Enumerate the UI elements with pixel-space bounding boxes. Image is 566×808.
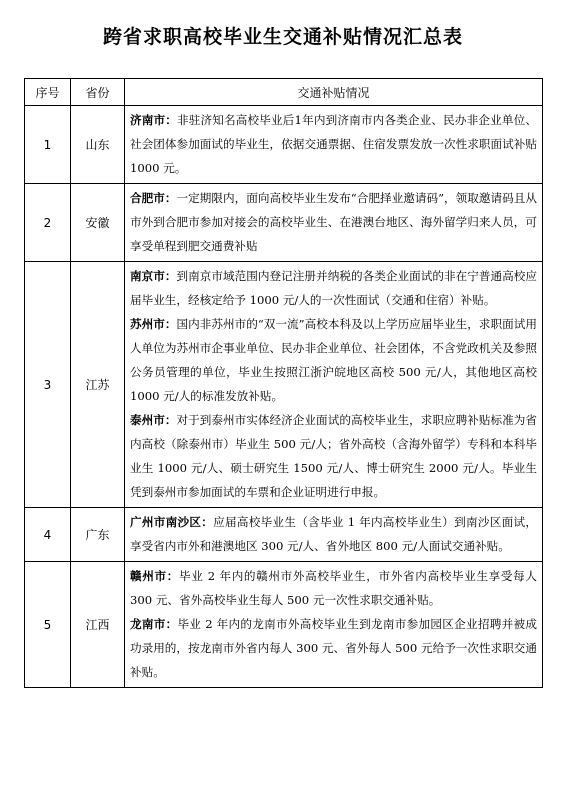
row-province: 江西 — [71, 562, 125, 688]
row-province: 安徽 — [71, 184, 125, 262]
city-name: 南京市： — [130, 269, 177, 283]
row-index: 1 — [25, 106, 71, 184]
city-name: 合肥市： — [130, 191, 177, 205]
city-entry — [130, 108, 537, 180]
city-entry — [130, 312, 537, 408]
row-subsidy-details — [125, 184, 543, 262]
row-subsidy-details — [125, 106, 543, 184]
city-policy: 到南京市域范围内登记注册并纳税的各类企业面试的非在宁普通高校应届毕业生，经核定给予 1000 元/人的一次性面试（交通和住宿）补贴。 — [130, 269, 537, 307]
table-row — [25, 184, 543, 262]
subsidy-table — [24, 78, 543, 688]
city-policy: 对于到泰州市实体经济企业面试的高校毕业生，求职应聘补贴标准为省内高校（除泰州市）毕业生 500 元/人；省外高校（含海外留学）专科和本科毕业生 1000 元/人、硕士研究生 1500 元/人、博士研究生 2000 元/人。毕业生凭到泰州市参加面试的车票和企业证明进行申报。 — [130, 413, 537, 499]
city-name: 赣州市： — [130, 569, 179, 583]
city-policy: 非驻济知名高校毕业后1年内到济南市内各类企业、民办非企业单位、社会团体参加面试的毕业生，依据交通票据、住宿发票发放一次性求职面试补贴 1000 元。 — [130, 113, 537, 175]
page-title: 跨省求职高校毕业生交通补贴情况汇总表 — [102, 26, 463, 48]
row-subsidy-details — [125, 562, 543, 688]
city-entry — [130, 564, 537, 612]
table-row — [25, 262, 543, 508]
city-name: 广州市南沙区： — [130, 515, 214, 529]
city-entry — [130, 186, 537, 258]
row-province: 山东 — [71, 106, 125, 184]
row-index: 5 — [25, 562, 71, 688]
row-subsidy-details — [125, 262, 543, 508]
row-province: 江苏 — [71, 262, 125, 508]
city-name: 泰州市： — [130, 413, 177, 427]
city-entry — [130, 612, 537, 684]
table-row — [25, 562, 543, 688]
row-index: 3 — [25, 262, 71, 508]
city-entry — [130, 264, 537, 312]
header-province: 省份 — [71, 79, 125, 106]
city-entry — [130, 408, 537, 504]
row-index: 2 — [25, 184, 71, 262]
city-name: 苏州市： — [130, 317, 177, 331]
city-name: 龙南市： — [130, 617, 178, 631]
city-name: 济南市： — [130, 113, 178, 127]
table-row — [25, 106, 543, 184]
row-index: 4 — [25, 508, 71, 562]
city-policy: 毕业 2 年内的赣州市外高校毕业生，市外省内高校毕业生享受每人 300 元、省外高校毕业生每人 500 元一次性求职交通补贴。 — [130, 569, 537, 607]
city-entry — [130, 510, 537, 558]
row-province: 广东 — [71, 508, 125, 562]
city-policy: 国内非苏州市的“双一流”高校本科及以上学历应届毕业生，求职面试用人单位为苏州市企事业单位、民办非企业单位、社会团体，不含党政机关及参照公务员管理的单位，毕业生按照江浙沪皖地区高校 500 元/人，其他地区高校 1000 元/人的标准发放补贴。 — [130, 317, 537, 403]
header-index: 序号 — [25, 79, 71, 106]
table-row — [25, 508, 543, 562]
city-policy: 一定期限内，面向高校毕业生发布“合肥择业邀请码”，领取邀请码且从市外到合肥市参加对接会的高校毕业生、在港澳台地区、海外留学归来人员，可享受单程到肥交通费补贴 — [130, 191, 537, 253]
header-subsidy: 交通补贴情况 — [125, 79, 543, 106]
city-policy: 应届高校毕业生（含毕业 1 年内高校毕业生）到南沙区面试，享受省内市外和港澳地区 300 元/人、省外地区 800 元/人面试交通补贴。 — [130, 515, 537, 553]
table-header-row — [25, 79, 543, 106]
row-subsidy-details — [125, 508, 543, 562]
city-policy: 毕业 2 年内的龙南市外高校毕业生到龙南市参加园区企业招聘并被成功录用的，按龙南市外省内每人 300 元、省外每人 500 元给予一次性求职交通补贴。 — [130, 617, 537, 679]
